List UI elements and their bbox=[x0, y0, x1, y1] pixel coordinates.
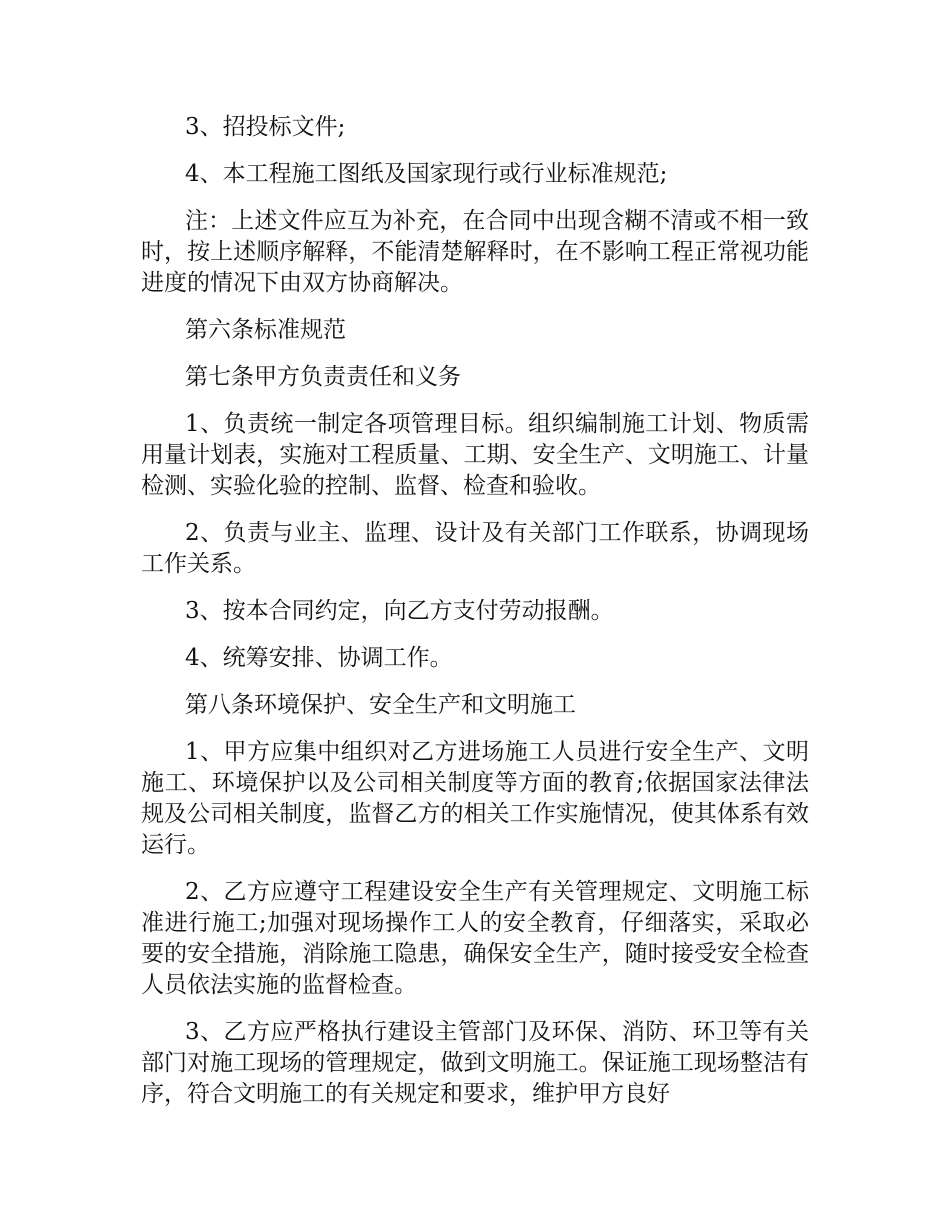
section-heading-article-7: 第七条甲方负责责任和义务 bbox=[185, 364, 461, 390]
paragraph-article-7-item-4: 4、统筹安排、协调工作。 bbox=[185, 645, 453, 671]
section-heading-article-8: 第八条环境保护、安全生产和文明施工 bbox=[185, 692, 576, 718]
paragraph-article-8-item-2: 2、乙方应遵守工程建设安全生产有关管理规定、文明施工标准进行施工;加强对现场操作工人的安全教育，仔细落实，采取必要的安全措施，消除施工隐患，确保安全生产，随时接受安全检查人员依法实施的监督检查。 bbox=[141, 879, 809, 998]
section-heading-article-6: 第六条标准规范 bbox=[185, 317, 346, 343]
paragraph-article-7-item-3: 3、按本合同约定，向乙方支付劳动报酬。 bbox=[185, 598, 614, 624]
paragraph-article-7-item-1: 1、负责统一制定各项管理目标。组织编制施工计划、物质需用量计划表，实施对工程质量、工期、安全生产、文明施工、计量检测、实验化验的控制、监督、检查和验收。 bbox=[141, 411, 809, 499]
paragraph-note: 注：上述文件应互为补充，在合同中出现含糊不清或不相一致时，按上述顺序解释，不能清楚解释时，在不影响工程正常视功能进度的情况下由双方协商解决。 bbox=[141, 208, 809, 296]
paragraph-article-7-item-2: 2、负责与业主、监理、设计及有关部门工作联系，协调现场工作关系。 bbox=[141, 520, 809, 577]
paragraph-article-8-item-3: 3、乙方应严格执行建设主管部门及环保、消防、环卫等有关部门对施工现场的管理规定，做到文明施工。保证施工现场整洁有序，符合文明施工的有关规定和要求，维护甲方良好 bbox=[141, 1019, 809, 1107]
document-body bbox=[141, 112, 809, 1126]
paragraph-item-4-drawings-standards: 4、本工程施工图纸及国家现行或行业标准规范; bbox=[185, 161, 668, 187]
paragraph-item-3-bid-documents: 3、招投标文件; bbox=[185, 114, 346, 140]
paragraph-article-8-item-1: 1、甲方应集中组织对乙方进场施工人员进行安全生产、文明施工、环境保护以及公司相关制度等方面的教育;依据国家法律法规及公司相关制度，监督乙方的相关工作实施情况，使其体系有效运行。 bbox=[141, 739, 809, 858]
